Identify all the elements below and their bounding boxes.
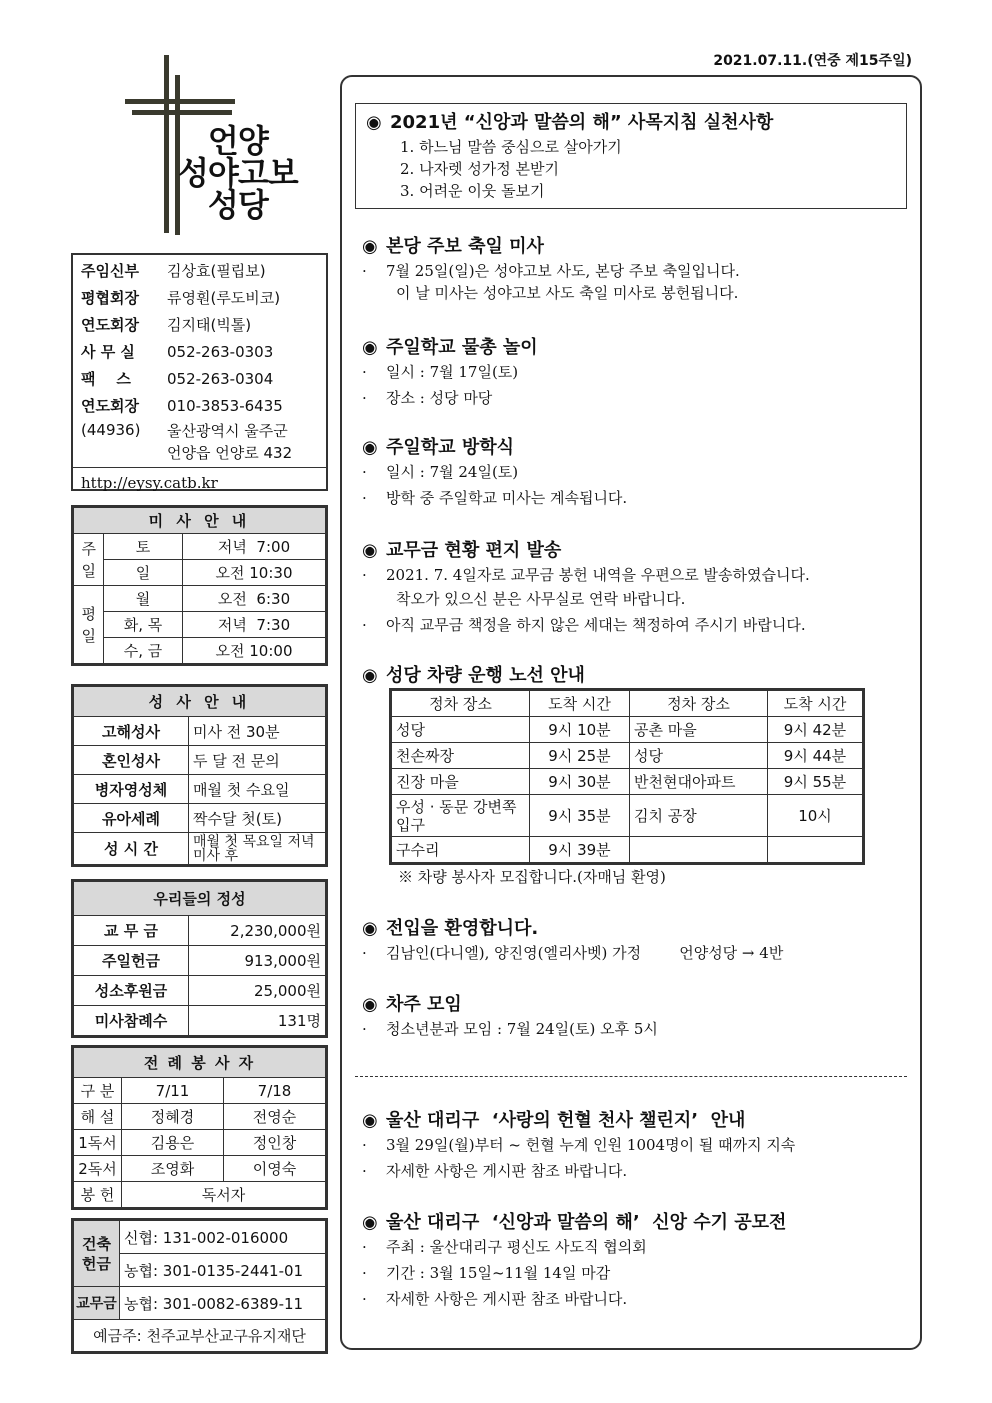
mass-schedule-box (71, 505, 328, 666)
section-line: · 2021. 7. 4일자로 교무금 봉헌 내역을 우편으로 발송하였습니다. (362, 566, 810, 584)
liturgy-servers-box (71, 1045, 328, 1210)
server-name: 이영숙 (224, 1156, 326, 1182)
address-row (81, 419, 318, 441)
account-box (71, 1218, 328, 1354)
section-title: ◉ 교무금 현황 편지 발송 (362, 540, 562, 561)
section-welcome (362, 914, 912, 966)
bus-time: 9시 42분 (768, 717, 863, 743)
bus-stop: 성당 (630, 743, 768, 769)
logo-text (178, 122, 298, 224)
server-name: 김용은 (122, 1130, 224, 1156)
sacrament-info: 미사 전 30분 (189, 717, 326, 746)
section-bus-route (362, 661, 912, 687)
section-line: · 자세한 사항은 게시판 참조 바랍니다. (362, 1162, 628, 1180)
section-line: · 주최 : 울산대리구 평신도 사도직 협의회 (362, 1238, 647, 1256)
servers-title: 전 례 봉 사 자 (74, 1048, 326, 1078)
homepage-link[interactable]: http://eysy.catb.kr (73, 467, 326, 492)
servers-header: 7/11 (122, 1078, 224, 1104)
logo-line: 성야고보 (178, 154, 298, 192)
pastoral-guideline-box (355, 103, 907, 209)
sacrament-info: 짝수달 첫(토) (189, 804, 326, 833)
logo-line: 성당 (207, 186, 268, 224)
mass-day: 수, 금 (104, 638, 183, 664)
mass-day: 화, 목 (104, 612, 183, 638)
bullseye-icon: ◉ (362, 236, 378, 257)
bus-stop: 천손짜장 (392, 743, 530, 769)
section-line: · 일시 : 7월 17일(토) (362, 363, 519, 381)
bus-stop: 성당 (392, 717, 530, 743)
section-line: 착오가 있으신 분은 사무실로 연락 바랍니다. (396, 590, 686, 608)
section-title: ◉ 주일학교 방학식 (362, 437, 514, 458)
info-label: 팩 스 (81, 370, 131, 388)
bus-time: 9시 10분 (530, 717, 630, 743)
section-line: · 기간 : 3월 15일~11월 14일 마감 (362, 1264, 611, 1282)
bus-stop: 반천현대아파트 (630, 769, 768, 795)
issue-date: 2021.07.11.(연중 제15주일) (713, 53, 912, 69)
bullseye-icon: ◉ (366, 112, 382, 133)
mass-time: 오전 6:30 (183, 586, 326, 612)
info-row (81, 257, 318, 284)
mass-time: 오전 10:30 (183, 560, 326, 586)
info-label: 연도회장 (81, 316, 139, 334)
section-water-gun (362, 333, 912, 411)
server-role: 봉 헌 (74, 1182, 122, 1208)
divider (355, 1076, 907, 1077)
bus-time: 10시 (768, 795, 863, 837)
section-feast-mass (362, 232, 912, 306)
offering-amount: 913,000원 (189, 946, 326, 976)
account-number: 농협: 301-0082-6389-11 (120, 1287, 326, 1320)
section-line: 이 날 미사는 성야고보 사도 축일 미사로 봉헌됩니다. (396, 284, 739, 302)
sacrament-info: 매월 첫 수요일 (189, 775, 326, 804)
bus-time: 9시 39분 (530, 837, 630, 863)
bus-stop: 우성 · 동문 강변쪽 입구 (392, 795, 530, 837)
server-role: 2독서 (74, 1156, 122, 1182)
section-dues-letter (362, 536, 912, 638)
bus-stop: 김치 공장 (630, 795, 768, 837)
zip-code: (44936) (81, 421, 141, 439)
mass-day: 월 (104, 586, 183, 612)
servers-header: 구 분 (74, 1078, 122, 1104)
section-title: ◉ 본당 주보 축일 미사 (362, 236, 544, 257)
bus-time (768, 837, 863, 863)
sacrament-box (71, 684, 328, 867)
account-number: 신협: 131-002-016000 (120, 1221, 326, 1254)
info-value: 김지태(빅톨) (167, 316, 252, 334)
parish-info-box (71, 253, 328, 491)
bus-stop: 구수리 (392, 837, 530, 863)
sacrament-name: 병자영성체 (74, 775, 189, 804)
server-role: 1독서 (74, 1130, 122, 1156)
address-row (81, 441, 318, 463)
section-line: · 방학 중 주일학교 미사는 계속됩니다. (362, 489, 628, 507)
account-number: 농협: 301-0135-2441-01 (120, 1254, 326, 1287)
section-title: ◉ 성당 차량 운행 노선 안내 (362, 665, 585, 686)
bus-time: 9시 35분 (530, 795, 630, 837)
bus-schedule-table (389, 688, 865, 865)
offering-title: 우리들의 정성 (74, 882, 326, 916)
cross-icon (164, 55, 169, 233)
section-title: ◉ 전입을 환영합니다. (362, 918, 539, 939)
logo-line: 언양 (207, 122, 268, 160)
section-line: · 김남인(다니엘), 양진영(엘리사벳) 가정 언양성당 → 4반 (362, 944, 784, 962)
info-value: 류영훤(루도비코) (167, 289, 281, 307)
bus-time: 9시 55분 (768, 769, 863, 795)
section-line: · 3월 29일(월)부터 ~ 헌혈 누계 인원 1004명이 될 때까지 지속 (362, 1136, 796, 1154)
server-name: 독서자 (122, 1182, 326, 1208)
sacrament-name: 고해성사 (74, 717, 189, 746)
section-line: · 일시 : 7월 24일(토) (362, 463, 519, 481)
server-role: 해 설 (74, 1104, 122, 1130)
offering-name: 교 무 금 (74, 916, 189, 946)
bullseye-icon: ◉ (362, 337, 378, 358)
bus-stop (630, 837, 768, 863)
offering-amount: 25,000원 (189, 976, 326, 1006)
info-value: 052-263-0304 (167, 369, 274, 388)
bus-time: 9시 25분 (530, 743, 630, 769)
offering-amount: 131명 (189, 1006, 326, 1036)
bus-header: 도착 시간 (768, 691, 863, 717)
info-label: 연도회장 (81, 397, 139, 415)
sacrament-name: 유아세례 (74, 804, 189, 833)
section-line: · 자세한 사항은 게시판 참조 바랍니다. (362, 1290, 628, 1308)
info-label: 평협회장 (81, 289, 139, 307)
section-title: ◉ 차주 모임 (362, 994, 462, 1015)
bullseye-icon: ◉ (362, 918, 378, 939)
offering-name: 성소후원금 (74, 976, 189, 1006)
bullseye-icon: ◉ (362, 994, 378, 1015)
section-line: · 7월 25일(일)은 성야고보 사도, 본당 주보 축일입니다. (362, 262, 740, 280)
bullseye-icon: ◉ (362, 1110, 378, 1131)
bullseye-icon: ◉ (362, 665, 378, 686)
mass-time: 오전 10:00 (183, 638, 326, 664)
info-row (81, 365, 318, 392)
section-vacation (362, 433, 912, 511)
offering-name: 주일헌금 (74, 946, 189, 976)
info-label: 사 무 실 (81, 343, 135, 361)
section-title: ◉ 울산 대리구 ‘신앙과 말씀의 해’ 신앙 수기 공모전 (362, 1212, 787, 1233)
section-line: · 청소년분과 모임 : 7월 24일(토) 오후 5시 (362, 1020, 658, 1038)
sacrament-info: 두 달 전 문의 (189, 746, 326, 775)
server-name: 전영순 (224, 1104, 326, 1130)
bullseye-icon: ◉ (362, 437, 378, 458)
bus-stop: 진장 마을 (392, 769, 530, 795)
dues-label: 교무금 (74, 1287, 120, 1320)
address-line: 울산광역시 울주군 (167, 421, 288, 440)
info-row (81, 338, 318, 365)
info-label: 주임신부 (81, 262, 139, 280)
info-value: 010-3853-6435 (167, 396, 283, 415)
info-value: 김상효(필립보) (167, 262, 266, 280)
section-line: · 아직 교무금 책정을 하지 않은 세대는 책정하여 주시기 바랍니다. (362, 616, 806, 634)
sacrament-info: 매월 첫 목요일 저녁미사 후 (189, 833, 326, 865)
server-name: 조영화 (122, 1156, 224, 1182)
guideline-item: 1. 하느님 말씀 중심으로 살아가기 (400, 138, 622, 156)
info-value: 052-263-0303 (167, 342, 274, 361)
guideline-title: ◉ 2021년 “신앙과 말씀의 해” 사목지침 실천사항 (366, 112, 774, 133)
servers-header: 7/18 (224, 1078, 326, 1104)
bus-header: 정차 장소 (392, 691, 530, 717)
sacrament-name: 성 시 간 (74, 833, 189, 865)
mass-time: 저녁 7:30 (183, 612, 326, 638)
guideline-item: 3. 어려운 이웃 돌보기 (400, 182, 545, 200)
mass-time: 저녁 7:00 (183, 534, 326, 560)
sacrament-title: 성 사 안 내 (74, 687, 326, 717)
mass-title: 미 사 안 내 (74, 508, 326, 534)
sacrament-name: 혼인성사 (74, 746, 189, 775)
section-next-meeting (362, 990, 912, 1042)
bus-stop: 공촌 마을 (630, 717, 768, 743)
building-fund-label: 건축헌금 (74, 1221, 120, 1287)
server-name: 정인창 (224, 1130, 326, 1156)
weekday-label: 평일 (74, 586, 104, 664)
info-row (81, 392, 318, 419)
section-blood-donation (362, 1106, 912, 1184)
bus-header: 도착 시간 (530, 691, 630, 717)
section-title: ◉ 울산 대리구 ‘사랑의 헌혈 천사 챌린지’ 안내 (362, 1110, 746, 1131)
bus-time: 9시 44분 (768, 743, 863, 769)
section-title: ◉ 주일학교 물총 놀이 (362, 337, 538, 358)
offering-amount: 2,230,000원 (189, 916, 326, 946)
bullseye-icon: ◉ (362, 540, 378, 561)
parish-logo (120, 55, 330, 240)
mass-day: 토 (104, 534, 183, 560)
guideline-item: 2. 나자렛 성가정 본받기 (400, 160, 560, 178)
bus-header: 정차 장소 (630, 691, 768, 717)
server-name: 정혜경 (122, 1104, 224, 1130)
bus-note: ※ 차량 봉사자 모집합니다.(자매님 환영) (398, 868, 666, 886)
offering-name: 미사참례수 (74, 1006, 189, 1036)
sunday-label: 주일 (74, 534, 104, 586)
bus-time: 9시 30분 (530, 769, 630, 795)
bullseye-icon: ◉ (362, 1212, 378, 1233)
info-row (81, 284, 318, 311)
info-row (81, 311, 318, 338)
section-essay-contest (362, 1208, 912, 1312)
offering-box (71, 879, 328, 1038)
mass-day: 일 (104, 560, 183, 586)
section-line: · 장소 : 성당 마당 (362, 389, 493, 407)
account-holder: 예금주: 천주교부산교구유지재단 (74, 1320, 326, 1352)
address-line: 언양읍 언양로 432 (167, 443, 293, 462)
